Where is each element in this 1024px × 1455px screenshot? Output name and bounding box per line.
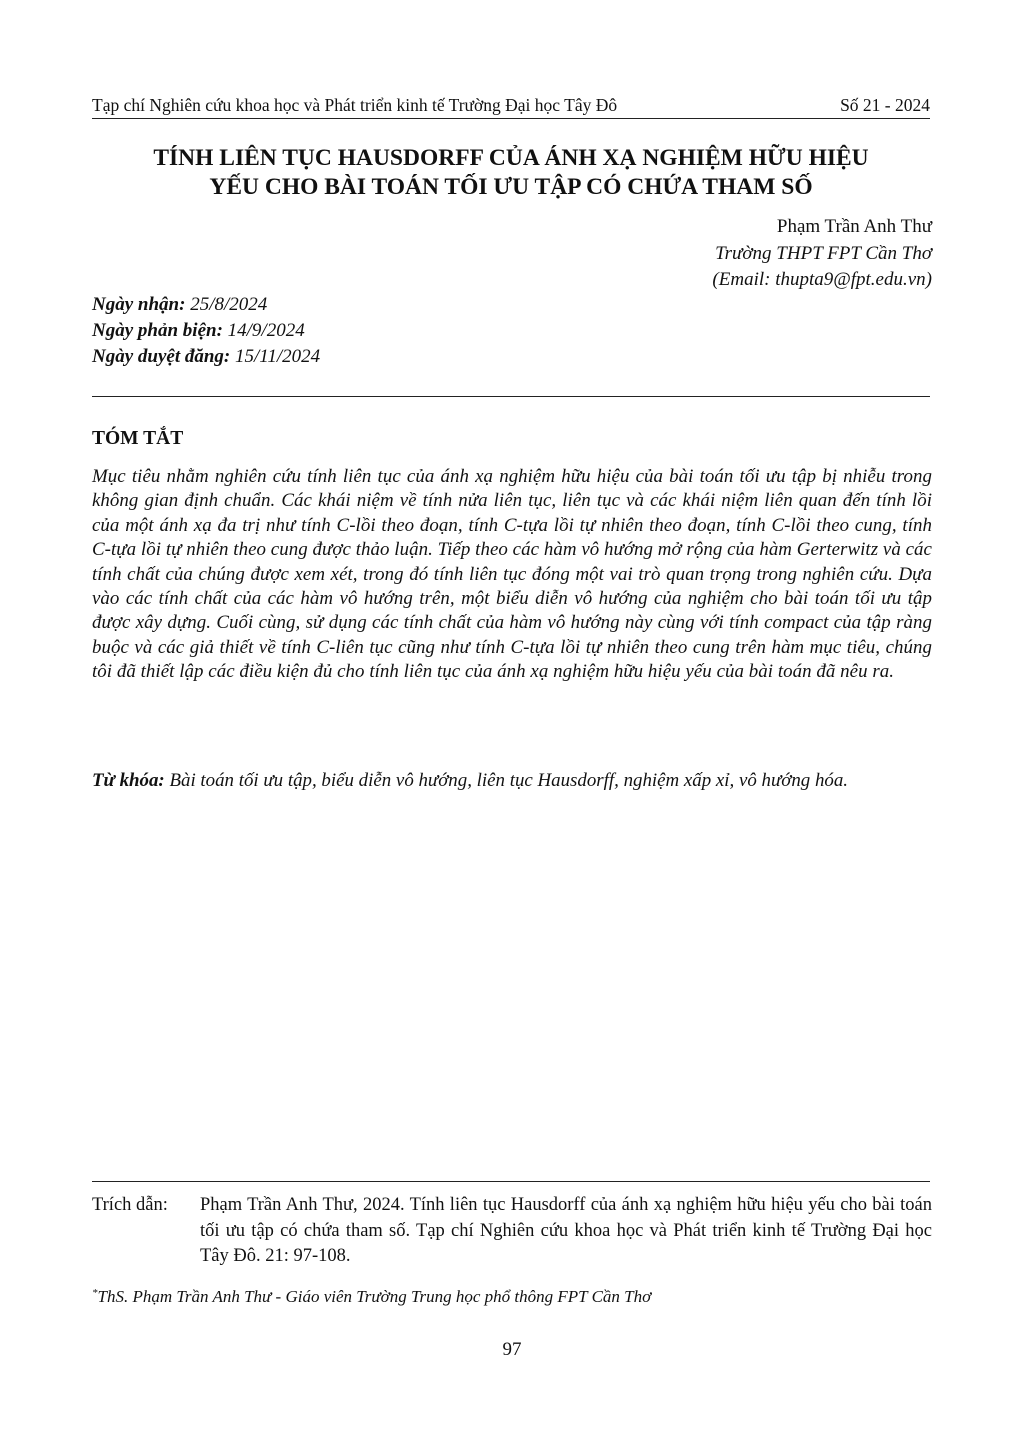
date-received-label: Ngày nhận: [92,294,186,315]
date-accepted-value: 15/11/2024 [235,346,321,367]
date-received-value: 25/8/2024 [190,294,268,315]
page-number: 97 [502,1339,522,1360]
dates-block [92,292,692,370]
author-footnote [92,1282,932,1308]
author-name: Phạm Trần Anh Thư [776,216,932,237]
date-reviewed [92,318,692,344]
author-block [92,214,932,294]
date-received [92,292,692,318]
abstract-text: Mục tiêu nhằm nghiên cứu tính liên tục của ánh xạ nghiệm hữu hiệu của bài toán tối ưu tập bị nhiễu trong không gian định chuẩn. Các khái niệm về tính nửa liên tục, liên tục và các khái niệm liên quan đến tính lồi của một ánh xạ đa trị như tính C-lồi theo đoạn, tính C-tựa lồi tự nhiên theo đoạn, tính C-lồi theo cung, tính C-tựa lồi tự nhiên theo cung được thảo luận. Tiếp theo các hàm vô hướng mở rộng của hàm Gerterwitz và các tính chất của chúng được xem xét, trong đó tính liên tục đóng một vai trò quan trọng trong nghiên cứu. Dựa vào các tính chất của các hàm vô hướng trên, một biểu diễn vô hướng của nghiệm cho bài toán tối ưu tập được xây dựng. Cuối cùng, sử dụng các tính chất của hàm vô hướng này cùng với tính compact của tập ràng buộc và các giả thiết về tính C-liên tục cũng như tính C-tựa lồi tự nhiên theo cung trên hàm mục tiêu, chúng tôi đã thiết lập các điều kiện đủ cho tính liên tục của ánh xạ nghiệm hữu hiệu yếu của bài toán đã nêu ra. [92,466,932,683]
title-line-1: TÍNH LIÊN TỤC HAUSDORFF CỦA ÁNH XẠ NGHIỆM HỮU HIỆU [153,145,869,171]
citation-block [92,1193,932,1270]
footnote-text: ThS. Phạm Trần Anh Thư - Giáo viên Trường Trung học phổ thông FPT Cần Thơ [97,1287,652,1306]
keywords-text: Bài toán tối ưu tập, biểu diễn vô hướng, liên tục Hausdorff, nghiệm xấp xỉ, vô hướng hóa. [169,770,849,791]
citation-label: Trích dẫn: [92,1195,168,1215]
citation-text: Phạm Trần Anh Thư, 2024. Tính liên tục Hausdorff của ánh xạ nghiệm hữu hiệu yếu cho bài toán tối ưu tập có chứa tham số. Tạp chí Nghiên cứu khoa học và Phát triển kinh tế Trường Đại học Tây Đô. 21: 97-108. [200,1195,932,1266]
date-reviewed-label: Ngày phản biện: [92,320,223,341]
issue-number: Số 21 - 2024 [840,95,930,115]
running-header [92,94,930,119]
title-line-2: YẾU CHO BÀI TOÁN TỐI ƯU TẬP CÓ CHỨA THAM SỐ [209,174,813,200]
date-reviewed-value: 14/9/2024 [227,320,305,341]
author-email: (Email: thupta9@fpt.edu.vn) [712,269,932,290]
author-affiliation: Trường THPT FPT Cần Thơ [715,242,932,264]
date-accepted-label: Ngày duyệt đăng: [92,346,231,367]
divider-bottom [92,1181,930,1182]
divider-top [92,396,930,397]
footnote-marker: * [92,1287,98,1299]
abstract-heading: TÓM TẮT [92,428,184,449]
date-accepted [92,344,692,370]
article-title [92,144,930,202]
keywords-label: Từ khóa: [92,770,165,791]
journal-name: Tạp chí Nghiên cứu khoa học và Phát triển kinh tế Trường Đại học Tây Đô [92,95,618,115]
keywords [92,769,932,793]
